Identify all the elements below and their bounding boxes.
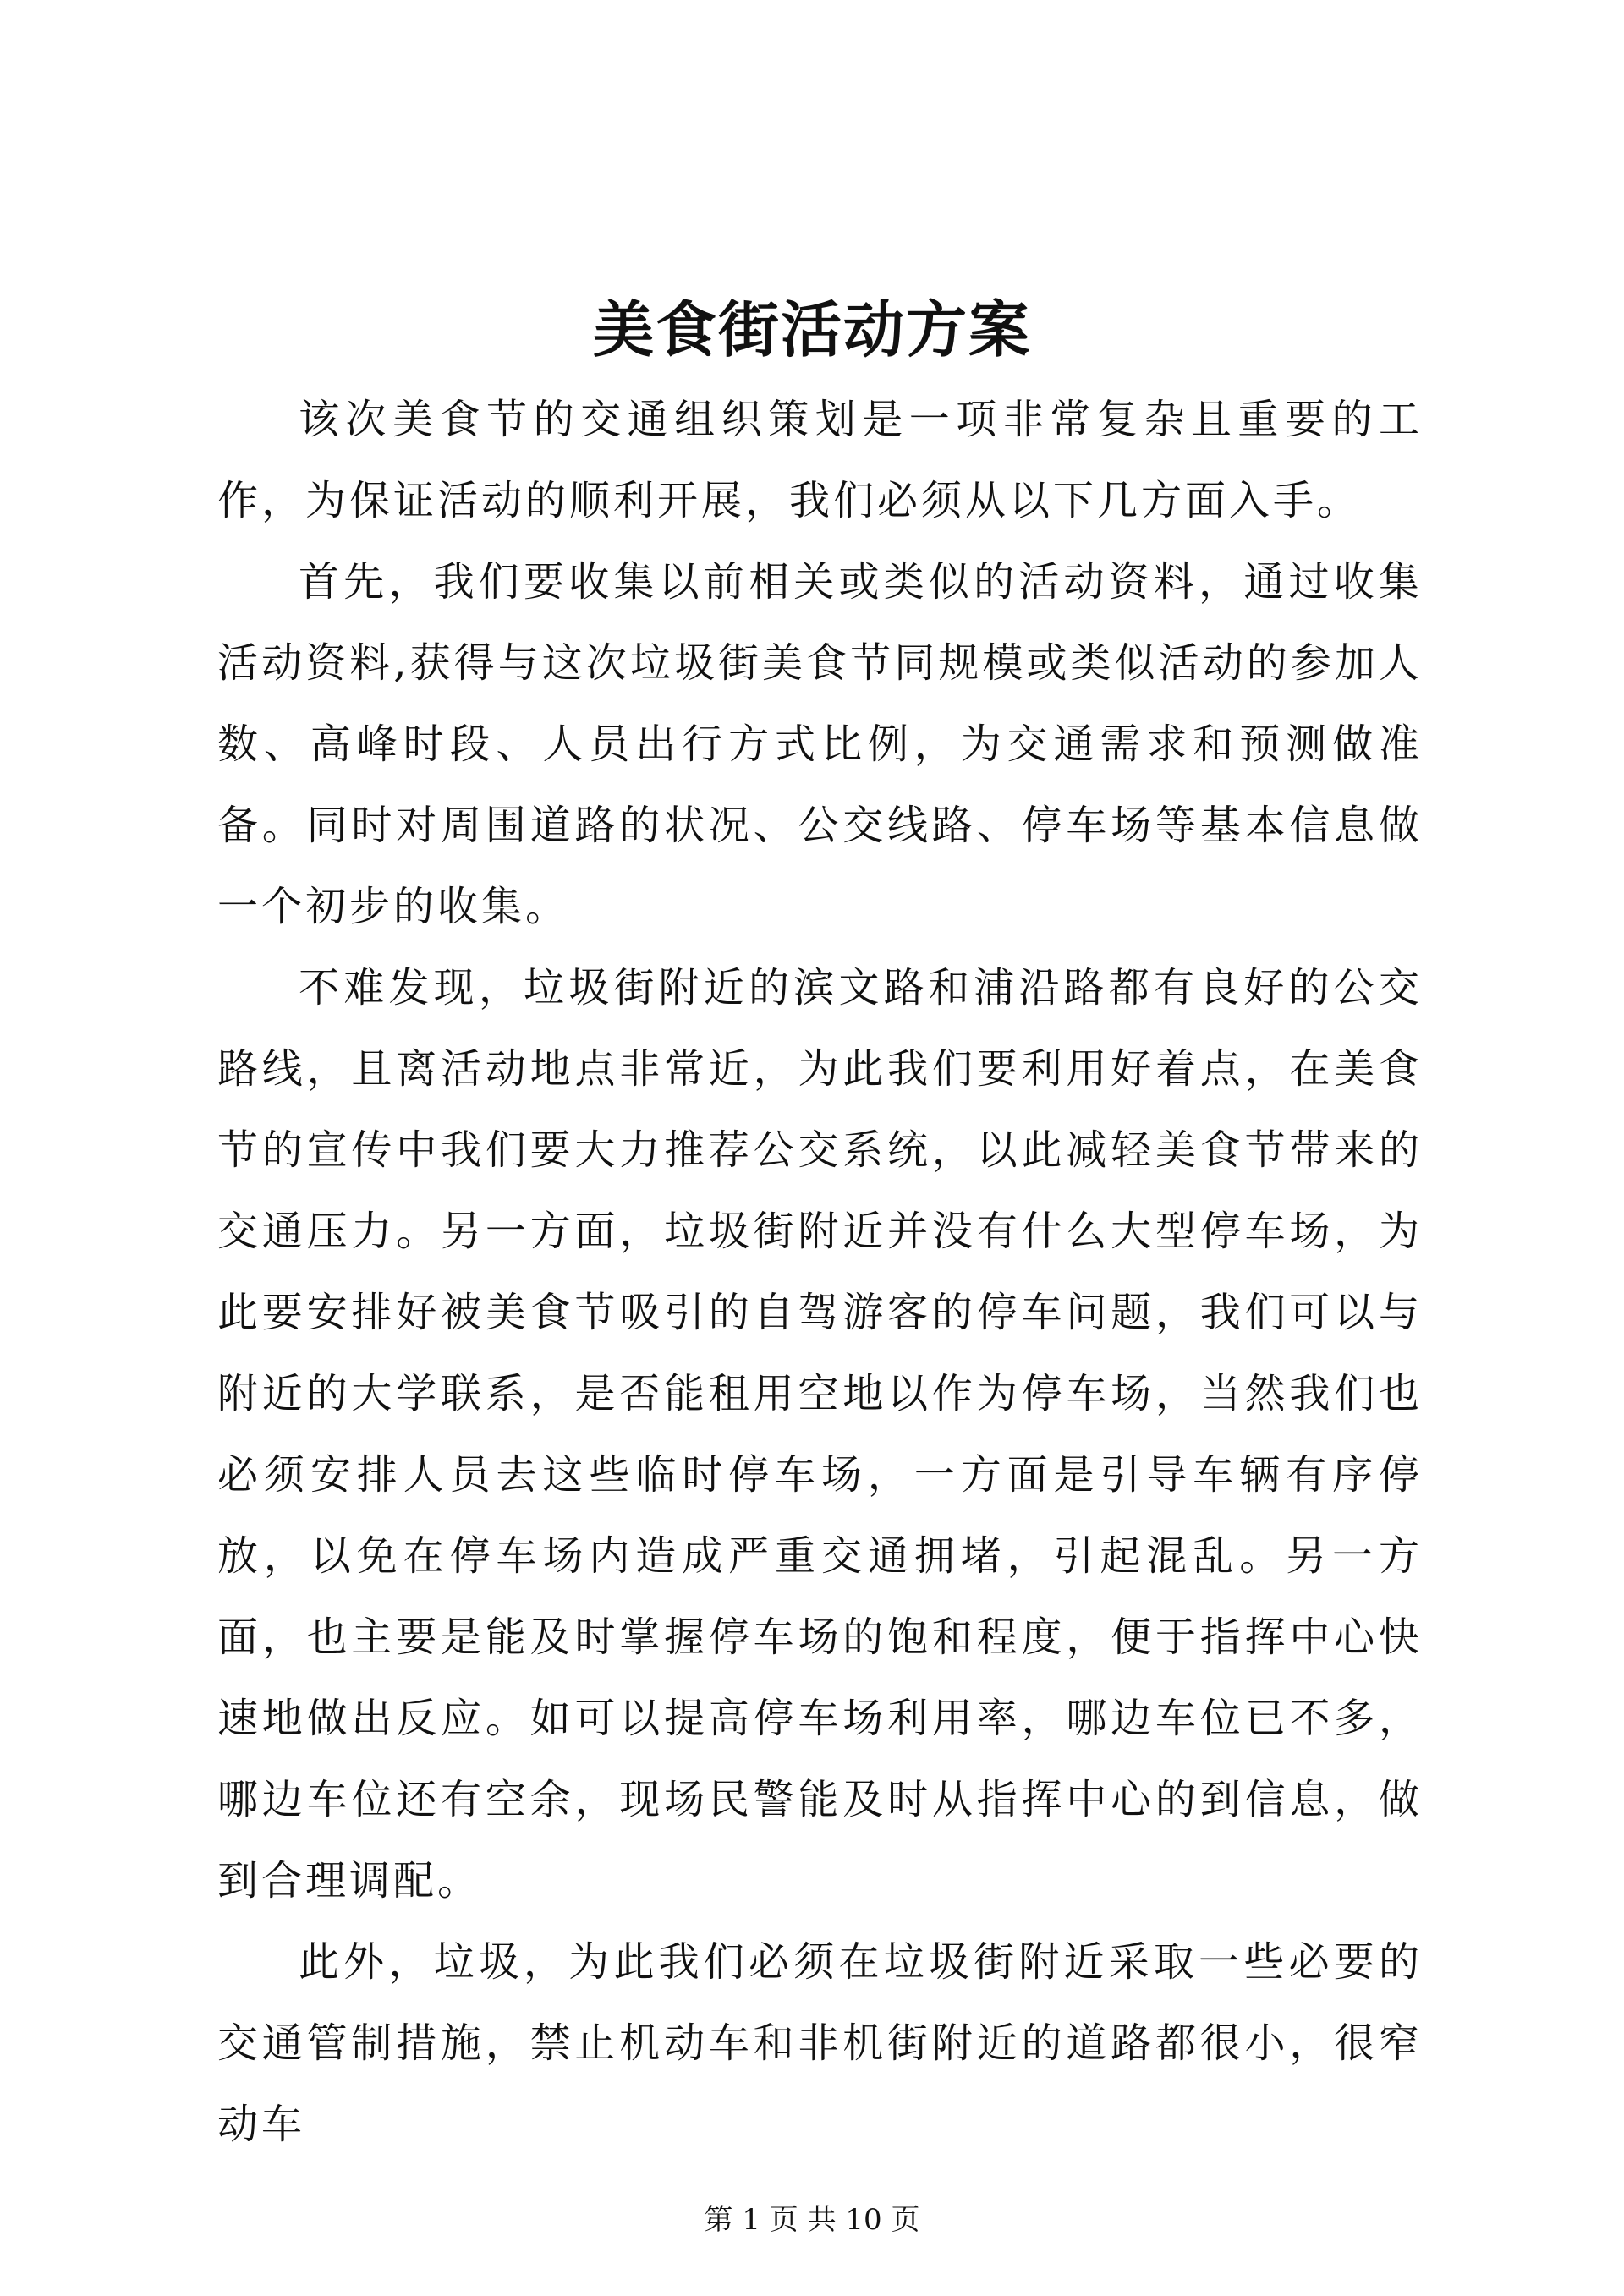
paragraph-3: 不难发现，垃圾街附近的滨文路和浦沿路都有良好的公交路线，且离活动地点非常近，为此我们要利用好着点，在美食节的宣传中我们要大力推荐公交系统，以此减轻美食节带来的交通压力。另一方面，垃圾街附近并没有什么大型停车场，为此要安排好被美食节吸引的自驾游客的停车问题，我们可以与附近的大学联系，是否能租用空地以作为停车场，当然我们也必须安排人员去这些临时停车场，一方面是引导车辆有序停放，以免在停车场内造成严重交通拥堵，引起混乱。另一方面，也主要是能及时掌握停车场的饱和程度，便于指挥中心快速地做出反应。如可以提高停车场利用率，哪边车位已不多，哪边车位还有空余，现场民警能及时从指挥中心的到信息，做到合理调配。 xyxy=(217,964,1423,1904)
paragraph-4: 此外，垃圾，为此我们必须在垃圾街附近采取一些必要的交通管制措施，禁止机动车和非机街附近的道路都很小，很窄动车 xyxy=(217,1938,1423,2148)
page-number-footer: 第 1 页 共 10 页 xyxy=(704,2203,920,2237)
paragraph-2: 首先，我们要收集以前相关或类似的活动资料，通过收集活动资料,获得与这次垃圾街美食节同规模或类似活动的参加人数、高峰时段、人员出行方式比例，为交通需求和预测做准备。同时对周围道路的状况、公交线路、停车场等基本信息做一个初步的收集。 xyxy=(217,558,1423,930)
paragraph-1: 该次美食节的交通组织策划是一项非常复杂且重要的工作，为保证活动的顺利开展，我们必须从以下几方面入手。 xyxy=(217,396,1423,524)
document-body xyxy=(217,379,1423,2165)
document-title: 美食街活动方案 xyxy=(592,293,1031,365)
